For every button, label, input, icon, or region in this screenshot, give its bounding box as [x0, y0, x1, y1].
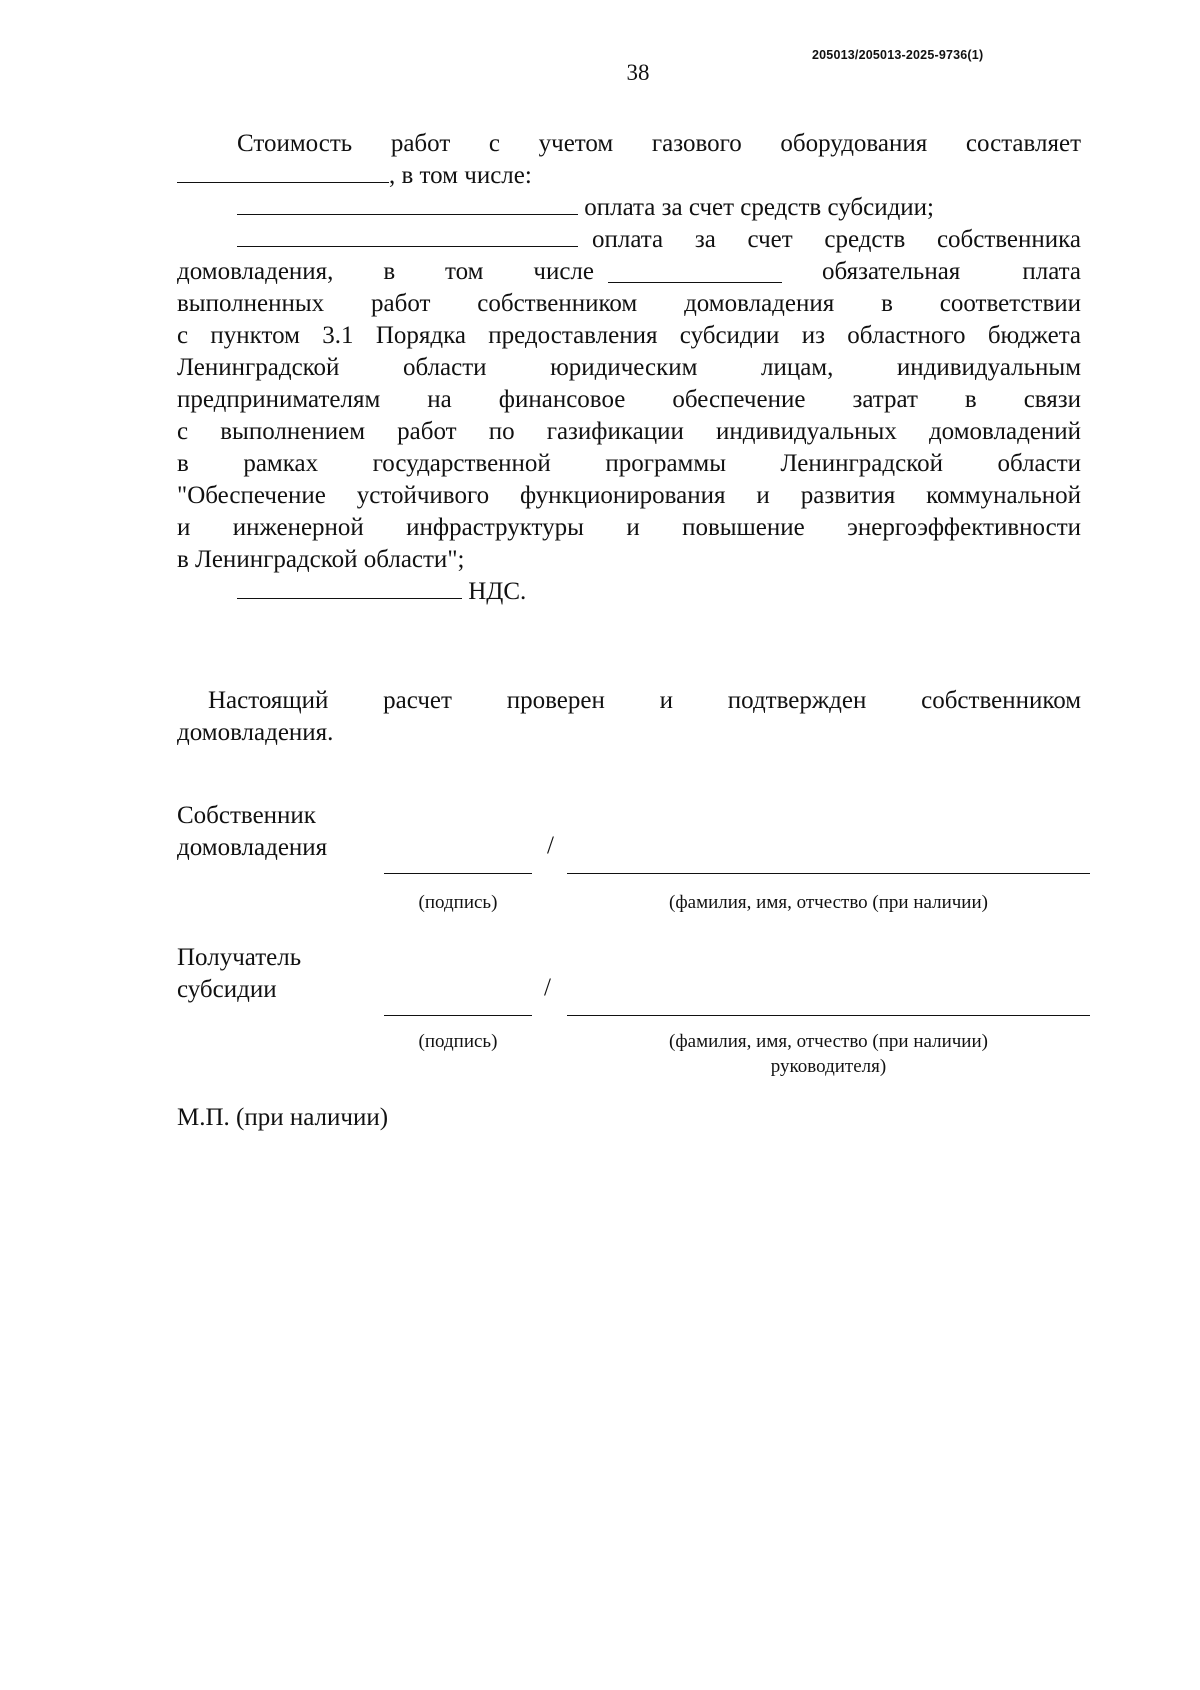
- word: подтвержден: [727, 687, 867, 714]
- word: программы: [605, 450, 726, 477]
- word: собственника: [936, 226, 1082, 253]
- word: развития: [800, 482, 896, 509]
- word: составляет: [965, 130, 1082, 157]
- word: с: [177, 322, 189, 349]
- word: связи: [1023, 386, 1082, 413]
- word: и: [177, 514, 191, 541]
- word: юридическим: [550, 354, 698, 381]
- owner-paragraph-line: [177, 448, 1081, 480]
- word: энергоэффективности: [847, 514, 1082, 541]
- page-number: 38: [626, 60, 650, 85]
- word: повышение: [682, 514, 805, 541]
- owner-name-caption: (фамилия, имя, отчество (при наличии): [669, 892, 988, 913]
- word: газификации: [546, 418, 684, 445]
- word: числе: [533, 258, 594, 285]
- stamp-place: М.П. (при наличии): [177, 1104, 389, 1131]
- owner-slash: /: [547, 832, 554, 859]
- word: в: [881, 290, 893, 317]
- word: обеспечение: [672, 386, 806, 413]
- subsidy-payment-line: [237, 192, 934, 224]
- owner-label-line-2: домовладения: [177, 834, 328, 861]
- recipient-signature-field[interactable]: [384, 1015, 532, 1016]
- word: на: [427, 386, 452, 413]
- word: области: [997, 450, 1082, 477]
- cost-line-2: [177, 160, 532, 192]
- word: устойчивого: [356, 482, 490, 509]
- word: Ленинградской: [177, 354, 340, 381]
- word: предоставления: [488, 322, 658, 349]
- word: расчет: [383, 687, 452, 714]
- word: предпринимателям: [177, 386, 381, 413]
- word: за: [694, 226, 716, 253]
- owner-signature-field[interactable]: [384, 873, 532, 874]
- word: проверен: [506, 687, 605, 714]
- word: в: [177, 450, 189, 477]
- word: коммунальной: [926, 482, 1082, 509]
- word: из: [801, 322, 825, 349]
- word: средств: [824, 226, 906, 253]
- owner-paragraph-line: [177, 480, 1081, 512]
- word: и: [756, 482, 770, 509]
- word: рамках: [243, 450, 319, 477]
- owner-paragraph-line: [177, 320, 1081, 352]
- owner-last-line: в Ленинградской области";: [177, 546, 465, 573]
- owner-paragraph-line: [177, 512, 1081, 544]
- word: домовладений: [928, 418, 1082, 445]
- owner-payment-line: [592, 224, 1081, 256]
- word: Стоимость: [237, 130, 353, 157]
- recipient-slash: /: [544, 974, 551, 1001]
- vat-text: НДС.: [468, 578, 527, 605]
- vat-amount-blank[interactable]: [237, 576, 462, 599]
- word: финансовое: [498, 386, 626, 413]
- word: по: [488, 418, 515, 445]
- word: "Обеспечение: [177, 482, 326, 509]
- total-cost-suffix: , в том числе:: [389, 162, 532, 189]
- recipient-name-caption-line-2: руководителя): [770, 1056, 887, 1077]
- word: домовладения: [684, 290, 835, 317]
- word: том: [445, 258, 484, 285]
- word: с: [488, 130, 500, 157]
- word: и: [626, 514, 640, 541]
- owner-signature-caption: (подпись): [418, 892, 498, 913]
- word: Ленинградской: [780, 450, 943, 477]
- owner-paragraph-line: [177, 384, 1081, 416]
- word: учетом: [538, 130, 614, 157]
- owner-label-line-1: Собственник: [177, 802, 316, 829]
- word: 3.1: [322, 322, 354, 349]
- vat-line: [237, 576, 526, 608]
- confirmation-line-2: домовладения.: [177, 719, 334, 746]
- recipient-label-line-2: субсидии: [177, 976, 277, 1003]
- word: Порядка: [375, 322, 466, 349]
- word: газового: [651, 130, 742, 157]
- owner-line-1-right: [822, 256, 1081, 288]
- word: обязательная: [822, 258, 961, 285]
- word: счет: [747, 226, 793, 253]
- mandatory-payment-blank[interactable]: [608, 260, 782, 283]
- word: затрат: [852, 386, 918, 413]
- word: индивидуальным: [896, 354, 1082, 381]
- word: Настоящий: [208, 687, 329, 714]
- document-registration-number: 205013/205013-2025-9736(1): [812, 48, 984, 62]
- word: бюджета: [987, 322, 1082, 349]
- word: плата: [1022, 258, 1081, 285]
- word: субсидии: [679, 322, 780, 349]
- owner-paragraph-line: [177, 288, 1081, 320]
- word: соответствии: [939, 290, 1082, 317]
- owner-amount-blank[interactable]: [237, 224, 578, 247]
- word: в: [964, 386, 977, 413]
- word: выполнением: [220, 418, 366, 445]
- word: лицам,: [760, 354, 834, 381]
- word: собственником: [477, 290, 638, 317]
- owner-line-1-left: [177, 256, 594, 288]
- word: инфраструктуры: [406, 514, 584, 541]
- word: индивидуальных: [716, 418, 897, 445]
- confirmation-line-1: [208, 685, 1081, 717]
- word: выполненных: [177, 290, 325, 317]
- total-cost-blank[interactable]: [177, 160, 389, 183]
- word: пунктом: [210, 322, 300, 349]
- word: и: [659, 687, 674, 714]
- word: работ: [390, 130, 451, 157]
- word: государственной: [372, 450, 551, 477]
- word: работ: [371, 290, 431, 317]
- owner-paragraph-line: [177, 416, 1081, 448]
- subsidy-payment-text: оплата за счет средств субсидии;: [584, 194, 935, 221]
- recipient-name-field[interactable]: [567, 1015, 1090, 1016]
- recipient-signature-caption: (подпись): [418, 1031, 498, 1052]
- cost-line-1: [237, 128, 1081, 160]
- word: собственником: [921, 687, 1082, 714]
- word: инженерной: [232, 514, 364, 541]
- recipient-name-caption-line-1: (фамилия, имя, отчество (при наличии): [669, 1031, 988, 1052]
- word: работ: [397, 418, 457, 445]
- subsidy-amount-blank[interactable]: [237, 192, 578, 215]
- word: областного: [847, 322, 966, 349]
- owner-name-field[interactable]: [567, 873, 1090, 874]
- recipient-label-line-1: Получатель: [177, 944, 302, 971]
- word: области: [402, 354, 487, 381]
- word: с: [177, 418, 189, 445]
- word: оплата: [592, 226, 664, 253]
- owner-paragraph-line: [177, 352, 1081, 384]
- word: функционирования: [520, 482, 726, 509]
- word: оборудования: [780, 130, 928, 157]
- word: в: [383, 258, 396, 285]
- word: домовладения,: [177, 258, 334, 285]
